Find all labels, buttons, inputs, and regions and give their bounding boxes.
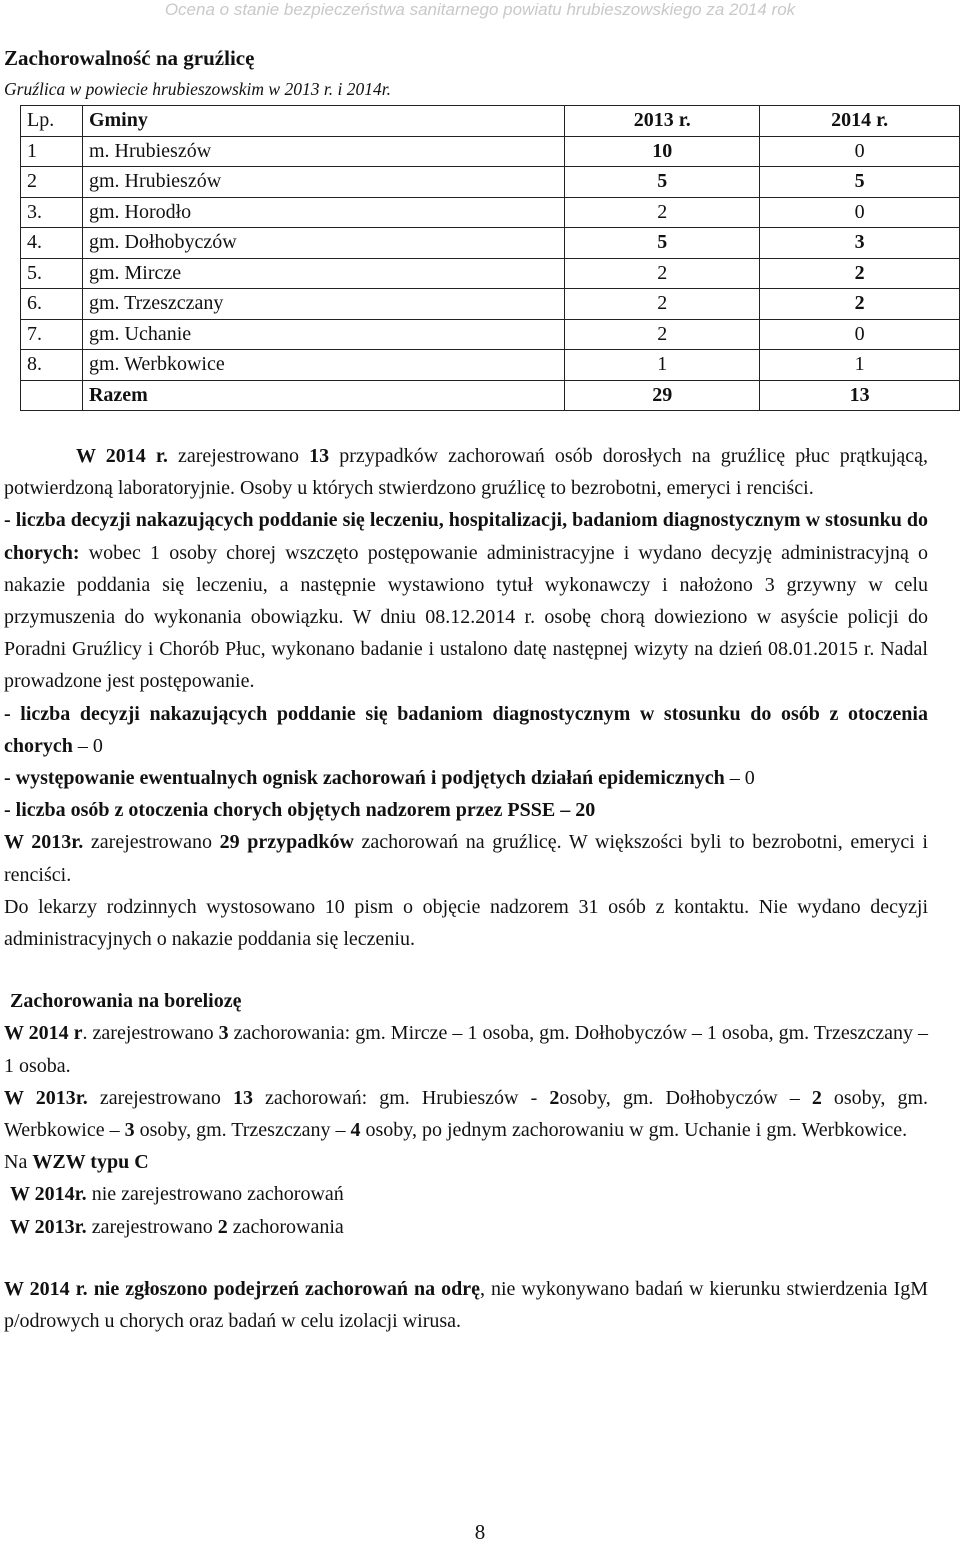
cell-lp: 4. bbox=[21, 228, 83, 259]
header-2014: 2014 r. bbox=[760, 106, 960, 137]
cell-lp: 6. bbox=[21, 289, 83, 320]
cell-gmina: gm. Uchanie bbox=[82, 319, 564, 350]
cell-2014: 5 bbox=[760, 167, 960, 198]
table-row bbox=[21, 258, 960, 289]
table-caption: Gruźlica w powiecie hrubieszowskim w 2013 r. i 2014r. bbox=[4, 79, 391, 99]
cell-2013: 2 bbox=[565, 289, 760, 320]
cell-2013: 5 bbox=[565, 167, 760, 198]
paragraph-family-doctors: Do lekarzy rodzinnych wystosowano 10 pism o objęcie nadzorem 31 osób z kontaktu. Nie wydano decyzji administracyjnych o nakazie poddania się leczeniu. bbox=[4, 895, 928, 951]
document-body bbox=[4, 440, 928, 1337]
paragraph-hcv-2014 bbox=[4, 1178, 928, 1210]
cell-2014: 0 bbox=[760, 197, 960, 228]
count: 3 bbox=[124, 1119, 135, 1142]
cell-gmina: gm. Mircze bbox=[82, 258, 564, 289]
bold-text: WZW typu C bbox=[32, 1151, 149, 1174]
cell-lp: 3. bbox=[21, 197, 83, 228]
paragraph-decisions-treatment bbox=[4, 504, 928, 697]
count: 2 bbox=[549, 1086, 560, 1109]
cell-2013: 2 bbox=[565, 197, 760, 228]
text: Na bbox=[4, 1151, 33, 1174]
text: osoby, po jednym zachorowaniu w gm. Uchanie i gm. Werbkowice. bbox=[360, 1119, 908, 1142]
text: zarejestrowano bbox=[87, 1086, 233, 1109]
text: zachorowania bbox=[227, 1215, 344, 1238]
text: zachorowań: gm. Hrubieszów - bbox=[252, 1086, 550, 1109]
cell-lp: 8. bbox=[21, 350, 83, 381]
cell-gmina: gm. Trzeszczany bbox=[82, 289, 564, 320]
count: 2 bbox=[217, 1215, 228, 1238]
text: . zarejestrowano bbox=[82, 1022, 219, 1045]
spacer bbox=[4, 955, 928, 985]
cell-2014: 2 bbox=[760, 258, 960, 289]
text: zarejestrowano bbox=[86, 1215, 218, 1238]
table-row bbox=[21, 167, 960, 198]
cell-2014: 1 bbox=[760, 350, 960, 381]
count: 13 bbox=[309, 445, 330, 467]
header-gminy: Gminy bbox=[82, 106, 564, 137]
table-row bbox=[21, 319, 960, 350]
text: nie zarejestrowano zachorowań bbox=[86, 1183, 344, 1206]
year-label: W 2013r. bbox=[4, 831, 84, 854]
text: zachorowania: gm. Mircze – 1 osoba, gm. Dołhobyczów – 1 osoba, gm. Trzeszczany – 1 osoba. bbox=[4, 1022, 929, 1077]
year-label: W 2014 r bbox=[4, 1022, 83, 1045]
text: wobec 1 osoby chorej wszczęto postępowanie administracyjne i wydano decyzję administracyjną o nakazie poddania się leczeniu, a następnie wystawiono tytuł wykonawczy i nałożono 3 grzywny w celu przymuszenia do wykonania obowiązku. W dniu 08.12.2014 r. osobę chorą dowieziono w asyście policji do Poradni Gruźlicy i Chorób Płuc, wykonano badanie i ustalono datę następnej wizyty na dzień 08.01.2015 r. Nadal prowadzone jest postępowanie. bbox=[4, 541, 928, 693]
text: zarejestrowano bbox=[83, 831, 220, 854]
paragraph-2014-tb bbox=[4, 440, 928, 504]
table-row bbox=[21, 289, 960, 320]
table-row bbox=[21, 350, 960, 381]
cell-2013: 10 bbox=[565, 136, 760, 167]
cell-lp: 1 bbox=[21, 136, 83, 167]
total-label: Razem bbox=[82, 380, 564, 411]
text: przypadków zachorowań osób dorosłych na gruźlicę płuc prątkującą, potwierdzoną laboratoryjnie. Osoby u których stwierdzono gruźlicę to bezrobotni, emeryci i renciści. bbox=[4, 445, 929, 500]
cell-lp: 2 bbox=[21, 167, 83, 198]
total-2014: 13 bbox=[760, 380, 960, 411]
count: 2 bbox=[811, 1086, 822, 1109]
cell-2013: 2 bbox=[565, 319, 760, 350]
text: – 0 bbox=[72, 734, 103, 757]
text: osoby, gm. Dołhobyczów – bbox=[559, 1086, 812, 1109]
total-2013: 29 bbox=[565, 380, 760, 411]
cell-gmina: gm. Dołhobyczów bbox=[82, 228, 564, 259]
year-label: W 2013r. bbox=[4, 1086, 88, 1109]
year-label: W 2014r. bbox=[10, 1183, 87, 1206]
bold-text: - liczba osób z otoczenia chorych objętych nadzorem przez PSSE – 20 bbox=[4, 799, 596, 822]
tuberculosis-table bbox=[20, 105, 960, 411]
bold-text: - liczba decyzji nakazujących poddanie się leczeniu, hospitalizacji, badaniom diagnostycznym w stosunku do chorych: bbox=[4, 509, 928, 564]
table-total-row bbox=[21, 380, 960, 411]
paragraph-measles bbox=[4, 1273, 928, 1337]
cell-gmina: gm. Werbkowice bbox=[82, 350, 564, 381]
text: – 0 bbox=[724, 767, 755, 790]
paragraph-outbreaks bbox=[4, 762, 928, 794]
cell-gmina: gm. Hrubieszów bbox=[82, 167, 564, 198]
paragraph-hcv-title bbox=[4, 1146, 928, 1178]
table-row bbox=[21, 228, 960, 259]
paragraph-2013-tb bbox=[4, 826, 928, 890]
cell-lp: 7. bbox=[21, 319, 83, 350]
cell-gmina: m. Hrubieszów bbox=[82, 136, 564, 167]
cell-2013: 5 bbox=[565, 228, 760, 259]
text: , nie wykonywano badań w kierunku stwierdzenia IgM p/odrowych u chorych oraz badań w celu izolacji wirusa. bbox=[4, 1277, 929, 1333]
page-number: 8 bbox=[474, 1520, 486, 1544]
bold-text: - liczba decyzji nakazujących poddanie się badaniom diagnostycznym w stosunku do osób z otoczenia chorych bbox=[4, 702, 928, 757]
bold-text: W 2014 r. nie zgłoszono podejrzeń zachorowań na odrę bbox=[4, 1277, 480, 1300]
spacer bbox=[4, 1243, 928, 1273]
paragraph-2013-borreliosis bbox=[4, 1082, 928, 1146]
count: 4 bbox=[350, 1119, 361, 1142]
cell-2014: 3 bbox=[760, 228, 960, 259]
section-title-tuberculosis: Zachorowalność na gruźlicę bbox=[4, 46, 255, 70]
paragraph-hcv-2013 bbox=[4, 1211, 928, 1243]
year-label: W 2013r. bbox=[10, 1215, 87, 1238]
cell-2014: 0 bbox=[760, 319, 960, 350]
cell-lp: 5. bbox=[21, 258, 83, 289]
text: osoby, gm. Trzeszczany – bbox=[134, 1119, 351, 1142]
section-title-borreliosis: Zachorowania na boreliozę bbox=[10, 990, 242, 1013]
text: zachorowań na gruźlicę. W większości byli to bezrobotni, emeryci i renciści. bbox=[4, 831, 928, 886]
text: zarejestrowano bbox=[167, 445, 310, 467]
table-row bbox=[21, 197, 960, 228]
cell-2013: 1 bbox=[565, 350, 760, 381]
text: osoby, gm. Werbkowice – bbox=[4, 1086, 929, 1142]
paragraph-2014-borreliosis bbox=[4, 1017, 928, 1081]
count: 3 bbox=[218, 1022, 229, 1045]
year-label: W 2014 r. bbox=[76, 445, 168, 467]
header-2013: 2013 r. bbox=[565, 106, 760, 137]
cell-empty bbox=[21, 380, 83, 411]
cell-2014: 2 bbox=[760, 289, 960, 320]
paragraph-supervision bbox=[4, 794, 928, 826]
count: 29 przypadków bbox=[219, 831, 354, 854]
cell-2014: 0 bbox=[760, 136, 960, 167]
paragraph-decisions-diagnostics bbox=[4, 698, 928, 762]
document-header: Ocena o stanie bezpieczeństwa sanitarnego powiatu hrubieszowskiego za 2014 rok bbox=[164, 0, 796, 19]
bold-text: - występowanie ewentualnych ognisk zachorowań i podjętych działań epidemicznych bbox=[4, 767, 725, 790]
count: 13 bbox=[232, 1086, 253, 1109]
cell-gmina: gm. Horodło bbox=[82, 197, 564, 228]
table-row bbox=[21, 136, 960, 167]
header-lp: Lp. bbox=[21, 106, 83, 137]
table-header-row bbox=[21, 106, 960, 137]
cell-2013: 2 bbox=[565, 258, 760, 289]
